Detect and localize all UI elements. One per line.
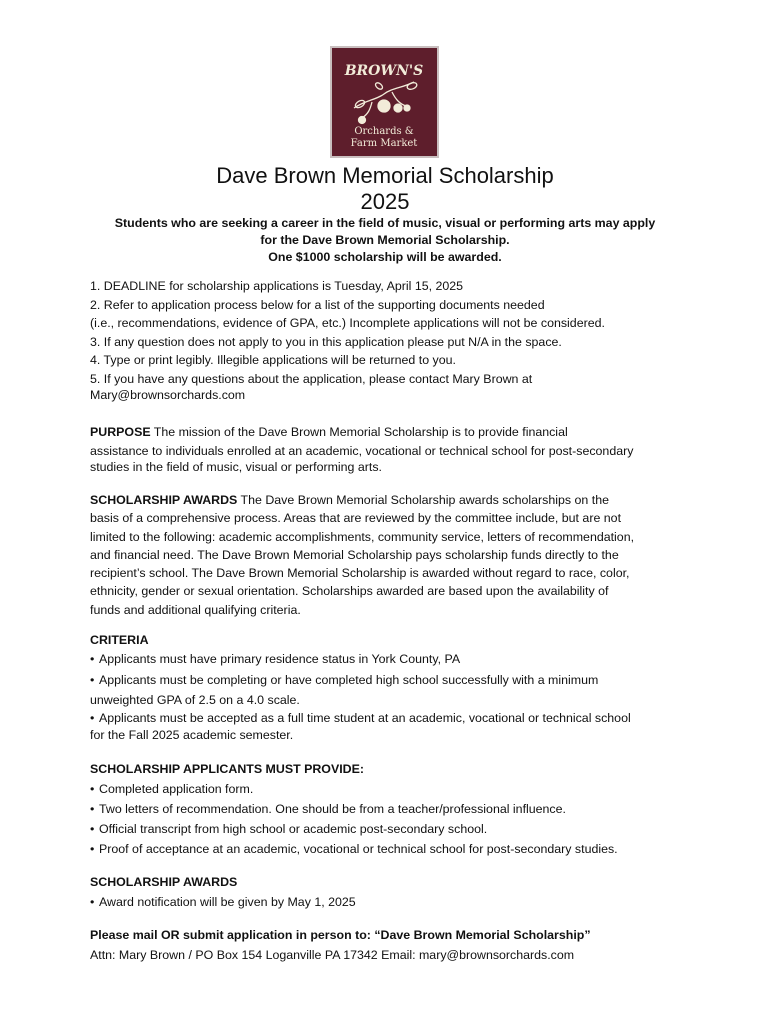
award-notification-section <box>90 872 710 912</box>
bullet: • <box>90 782 95 796</box>
apple-branch-icon <box>354 81 418 123</box>
bullet: • <box>90 711 95 725</box>
criteria-item: Applicants must be accepted as a full time student at an academic, vocational or technical school <box>99 711 631 725</box>
criteria-item: Applicants must be completing or have completed high school successfully with a minimum <box>99 672 599 687</box>
criteria-item-continued: for the Fall 2025 academic semester. <box>90 727 294 742</box>
bullet: • <box>90 672 95 687</box>
criteria-item-continued: unweighted GPA of 2.5 on a 4.0 scale. <box>90 692 300 707</box>
contact-email: Mary@brownsorchards.com <box>90 388 246 402</box>
mail-section <box>90 925 710 965</box>
awards-section <box>90 491 710 619</box>
page-title <box>0 163 770 215</box>
awards-text: funds and additional qualifying criteria. <box>90 602 301 617</box>
purpose-heading: PURPOSE <box>90 425 151 439</box>
provide-section <box>90 759 710 859</box>
instructions-list <box>90 277 710 403</box>
intro-line-3: One $1000 scholarship will be awarded. <box>268 250 502 264</box>
mail-address: Attn: Mary Brown / PO Box 154 Loganville PA 17342 Email: mary@brownsorchards.com <box>90 948 575 962</box>
bullet: • <box>90 895 95 909</box>
bullet: • <box>90 652 95 666</box>
award-notification-heading: SCHOLARSHIP AWARDS <box>90 875 238 889</box>
purpose-text: The mission of the Dave Brown Memorial Scholarship is to provide financial <box>150 425 568 439</box>
provide-item: Completed application form. <box>99 782 254 796</box>
instruction-line: 1. DEADLINE for scholarship applications is Tuesday, April 15, 2025 <box>90 279 464 293</box>
provide-item: Proof of acceptance at an academic, vocational or technical school for post-secondary studies. <box>99 842 618 856</box>
purpose-text: assistance to individuals enrolled at an academic, vocational or technical school for post-secondary <box>90 443 634 458</box>
mail-heading: Please mail OR submit application in person to: “Dave Brown Memorial Scholarship” <box>90 928 591 942</box>
instruction-line: 3. If any question does not apply to you in this application please put N/A in the space. <box>90 334 562 349</box>
purpose-section <box>90 423 710 475</box>
intro-line-2: for the Dave Brown Memorial Scholarship. <box>260 233 510 247</box>
logo-graphic <box>332 48 437 156</box>
criteria-heading: CRITERIA <box>90 633 149 647</box>
awards-text: basis of a comprehensive process. Areas that are reviewed by the committee include, but are not <box>90 511 622 526</box>
awards-heading: SCHOLARSHIP AWARDS <box>90 493 238 507</box>
awards-text: and financial need. The Dave Brown Memorial Scholarship pays scholarship funds directly to the <box>90 547 619 562</box>
awards-text: ethnicity, gender or sexual orientation. Scholarships awarded are based upon the availability of <box>90 584 609 599</box>
criteria-section <box>90 630 710 743</box>
provide-item: Two letters of recommendation. One should be from a teacher/professional influence. <box>99 802 566 816</box>
intro-line-1: Students who are seeking a career in the field of music, visual or performing arts may apply <box>114 216 656 230</box>
title-line-1: Dave Brown Memorial Scholarship <box>216 163 554 188</box>
criteria-item: Applicants must have primary residence status in York County, PA <box>99 652 461 666</box>
awards-text: limited to the following: academic accomplishments, community service, letters of recommendation, <box>90 529 635 544</box>
instruction-line: 4. Type or print legibly. Illegible applications will be returned to you. <box>90 353 456 367</box>
awards-text: recipient’s school. The Dave Brown Memorial Scholarship is awarded without regard to race, color, <box>90 566 630 581</box>
instruction-line: 2. Refer to application process below for a list of the supporting documents needed <box>90 297 545 312</box>
award-notification-item: Award notification will be given by May 1, 2025 <box>99 895 356 909</box>
instruction-line: 5. If you have any questions about the application, please contact Mary Brown at <box>90 371 533 386</box>
title-line-2: 2025 <box>360 189 410 214</box>
intro-text <box>0 215 770 266</box>
logo-brand-text: BROWN'S <box>344 63 424 79</box>
logo-line-2: Farm Market <box>350 138 418 149</box>
awards-text: The Dave Brown Memorial Scholarship awards scholarships on the <box>237 493 609 507</box>
provide-heading: SCHOLARSHIP APPLICANTS MUST PROVIDE: <box>90 762 364 776</box>
bullet: • <box>90 842 95 856</box>
purpose-text: studies in the field of music, visual or performing arts. <box>90 460 382 474</box>
provide-item: Official transcript from high school or academic post-secondary school. <box>99 822 488 836</box>
browns-orchards-logo <box>330 46 439 158</box>
bullet: • <box>90 822 95 836</box>
logo-line-1: Orchards & <box>354 126 414 137</box>
instruction-line: (i.e., recommendations, evidence of GPA, etc.) Incomplete applications will not be considered. <box>90 316 605 330</box>
bullet: • <box>90 802 95 816</box>
